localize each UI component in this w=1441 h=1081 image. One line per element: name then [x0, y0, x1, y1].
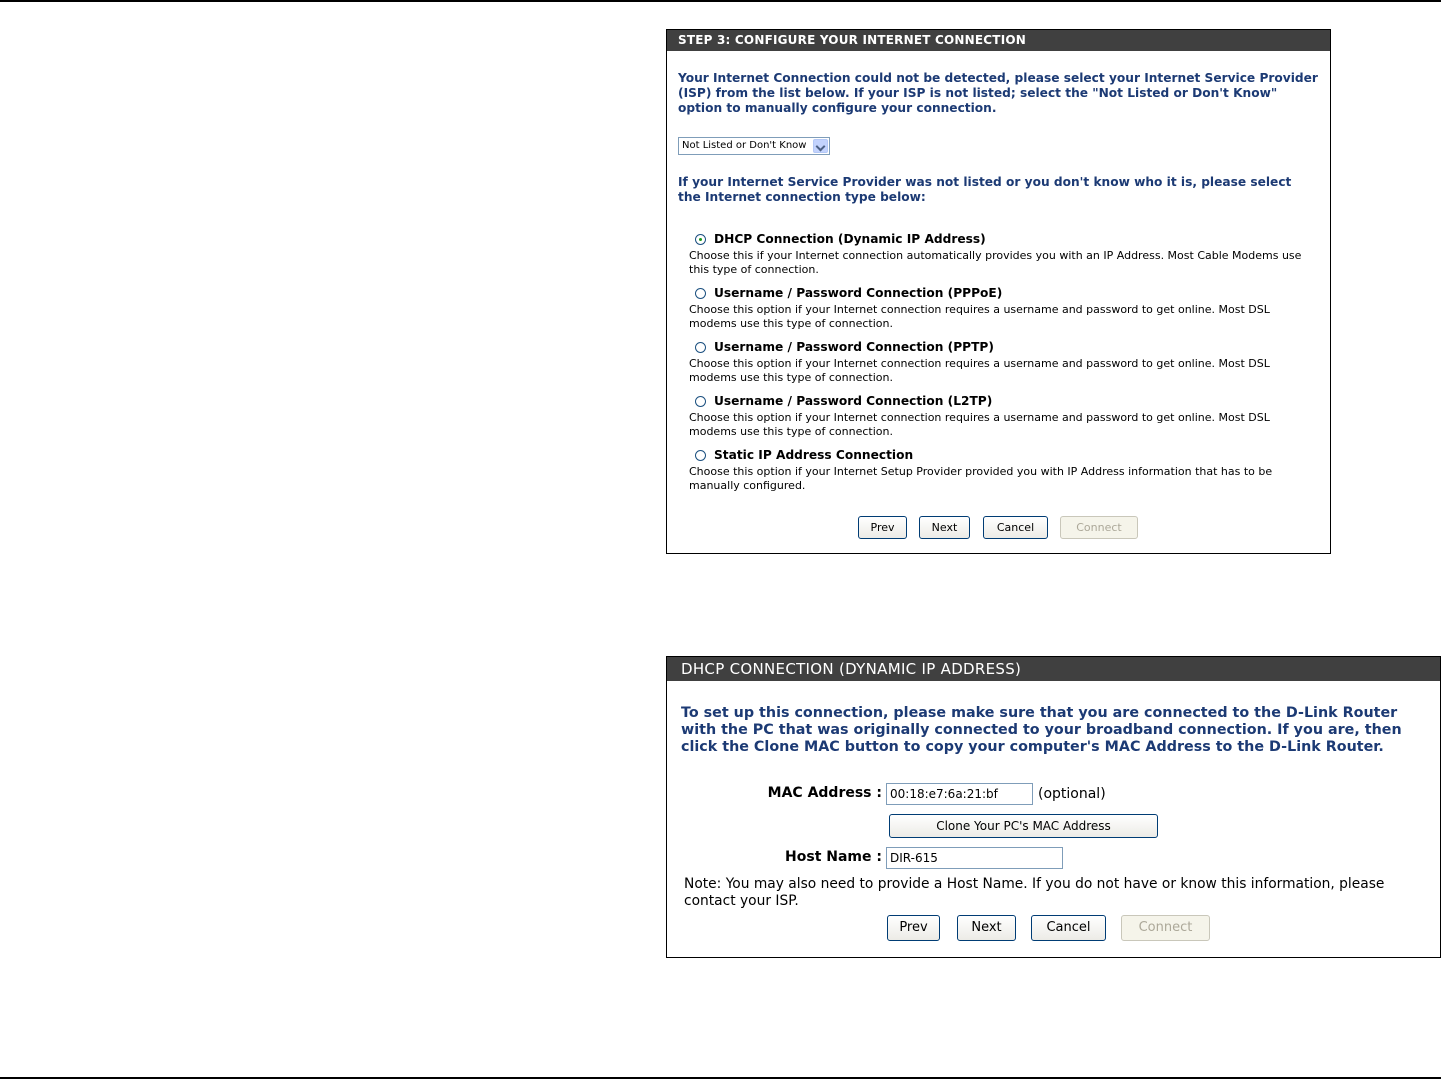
step3-panel: [666, 29, 1331, 554]
host-name-note: Note: You may also need to provide a Host Name. If you do not have or know this information, please contact your ISP.: [684, 876, 1385, 909]
dhcp-header: DHCP CONNECTION (DYNAMIC IP ADDRESS): [667, 657, 1440, 681]
connection-type-prompt: If your Internet Service Provider was not listed or you don't know who it is, please select the Internet connection type below:: [678, 175, 1292, 204]
dhcp-panel: [666, 656, 1441, 958]
radio-pppoe[interactable]: [695, 288, 706, 299]
radio-static[interactable]: [695, 450, 706, 461]
option-l2tp-desc: Choose this option if your Internet connection requires a username and password to get online. Most DSL modems use this type of connection.: [689, 411, 1270, 438]
option-pppoe-title: Username / Password Connection (PPPoE): [714, 286, 1003, 300]
page-bottom-rule: [0, 1077, 1441, 1079]
dhcp-next-button[interactable]: Next: [957, 915, 1016, 941]
host-name-input[interactable]: DIR-615: [886, 847, 1063, 869]
option-static-title: Static IP Address Connection: [714, 448, 914, 462]
isp-select[interactable]: [678, 137, 830, 155]
radio-l2tp[interactable]: [695, 396, 706, 407]
clone-mac-button[interactable]: Clone Your PC's MAC Address: [889, 814, 1158, 838]
step3-intro: Your Internet Connection could not be detected, please select your Internet Service Provider (ISP) from the list below. If your ISP is not listed; select the "Not Listed or Don't Know" option to manually configure your connection.: [678, 71, 1318, 115]
option-pptp-desc: Choose this option if your Internet connection requires a username and password to get online. Most DSL modems use this type of connection.: [689, 357, 1270, 384]
option-dhcp-title: DHCP Connection (Dynamic IP Address): [714, 232, 986, 246]
dhcp-connect-button[interactable]: Connect: [1121, 915, 1210, 941]
prev-button[interactable]: Prev: [858, 516, 907, 539]
mac-address-input[interactable]: 00:18:e7:6a:21:bf: [886, 783, 1033, 805]
connect-button[interactable]: Connect: [1060, 516, 1138, 539]
option-static-desc: Choose this option if your Internet Setup Provider provided you with IP Address information that has to be manually configured.: [689, 465, 1273, 492]
host-name-label: Host Name :: [785, 849, 882, 865]
page-top-rule: [0, 0, 1441, 2]
dhcp-intro: To set up this connection, please make sure that you are connected to the D-Link Router with the PC that was originally connected to your broadband connection. If you are, then click the Clone MAC button to copy your computer's MAC Address to the D-Link Router.: [681, 705, 1402, 755]
mac-address-label: MAC Address :: [767, 785, 882, 801]
mac-optional-label: (optional): [1038, 786, 1106, 802]
option-pppoe-desc: Choose this option if your Internet connection requires a username and password to get online. Most DSL modems use this type of connection.: [689, 303, 1270, 330]
chevron-down-icon[interactable]: [813, 139, 828, 153]
option-dhcp-desc: Choose this if your Internet connection automatically provides you with an IP Address. Most Cable Modems use this type of connection.: [689, 249, 1302, 276]
cancel-button[interactable]: Cancel: [983, 516, 1048, 539]
step3-header: STEP 3: CONFIGURE YOUR INTERNET CONNECTION: [667, 30, 1330, 51]
dhcp-prev-button[interactable]: Prev: [887, 915, 940, 941]
isp-select-value: Not Listed or Don't Know: [682, 140, 807, 151]
dhcp-cancel-button[interactable]: Cancel: [1031, 915, 1106, 941]
radio-dhcp[interactable]: [695, 234, 706, 245]
radio-pptp[interactable]: [695, 342, 706, 353]
option-pptp-title: Username / Password Connection (PPTP): [714, 340, 994, 354]
next-button[interactable]: Next: [919, 516, 970, 539]
option-l2tp-title: Username / Password Connection (L2TP): [714, 394, 993, 408]
